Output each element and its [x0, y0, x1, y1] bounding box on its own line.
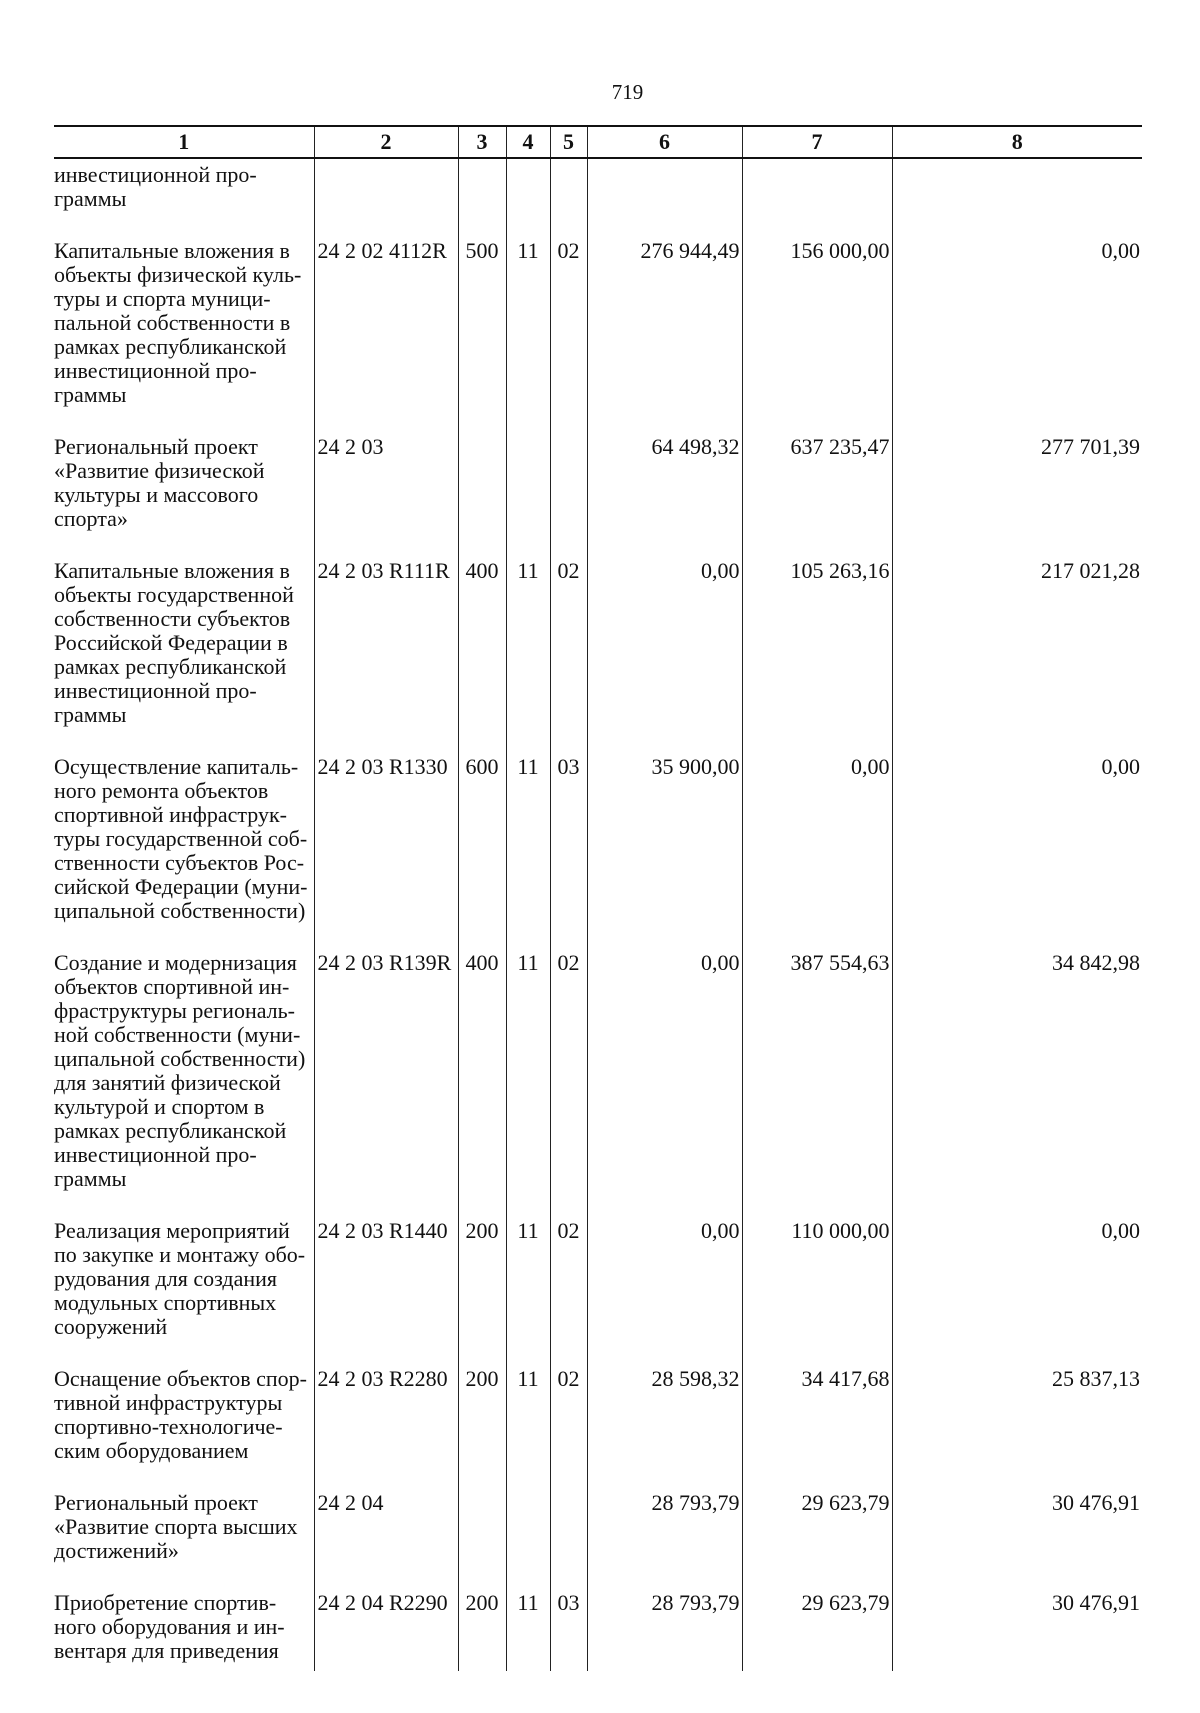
- amount-col8: 0,00: [892, 751, 1142, 947]
- page-number: 719: [611, 80, 644, 104]
- amount-col6: 64 498,32: [587, 431, 742, 555]
- subsection-code: 03: [550, 1587, 587, 1671]
- item-name: Создание и модернизация объектов спортивной ин- фраструктуры региональ- ной собственности (муни- ципальной собственности) для занятий физической культурой и спортом в рамках республиканской инвестиционной про- граммы: [54, 947, 314, 1215]
- target-article-code: 24 2 03: [314, 431, 458, 555]
- subsection-code: 02: [550, 235, 587, 431]
- expense-type: 400: [458, 947, 506, 1215]
- amount-col6: 35 900,00: [587, 751, 742, 947]
- subsection-code: 02: [550, 555, 587, 751]
- item-name: Капитальные вложения в объекты государственной собственности субъектов Российской Федерации в рамках республиканской инвестиционной про- граммы: [54, 555, 314, 751]
- subsection-code: 02: [550, 1363, 587, 1487]
- table-row: [54, 1215, 1142, 1363]
- expense-type: [458, 431, 506, 555]
- column-header: 1: [54, 126, 314, 158]
- target-article-code: 24 2 02 4112R: [314, 235, 458, 431]
- column-header: 5: [550, 126, 587, 158]
- target-article-code: [314, 158, 458, 235]
- amount-col7: 105 263,16: [742, 555, 892, 751]
- section-code: 11: [506, 235, 550, 431]
- table-row: [54, 1587, 1142, 1671]
- amount-col8: 30 476,91: [892, 1587, 1142, 1671]
- item-name: Региональный проект «Развитие спорта высших достижений»: [54, 1487, 314, 1587]
- amount-col8: [892, 158, 1142, 235]
- table-body: [54, 158, 1142, 1671]
- expense-type: 400: [458, 555, 506, 751]
- expense-type: [458, 1487, 506, 1587]
- section-code: [506, 158, 550, 235]
- item-name: Капитальные вложения в объекты физической куль- туры и спорта муници- пальной собственности в рамках республиканской инвестиционной про- граммы: [54, 235, 314, 431]
- table-row: [54, 751, 1142, 947]
- amount-col7: 29 623,79: [742, 1587, 892, 1671]
- table-row: [54, 555, 1142, 751]
- subsection-code: [550, 1487, 587, 1587]
- section-code: 11: [506, 947, 550, 1215]
- amount-col7: 110 000,00: [742, 1215, 892, 1363]
- table-header-row: [54, 126, 1142, 158]
- subsection-code: [550, 158, 587, 235]
- column-header: 6: [587, 126, 742, 158]
- expense-type: 500: [458, 235, 506, 431]
- amount-col8: 277 701,39: [892, 431, 1142, 555]
- column-header: 4: [506, 126, 550, 158]
- item-name: Осуществление капиталь- ного ремонта объектов спортивной инфраструк- туры государственной соб- ственности субъектов Рос- сийской Федерации (муни- ципальной собственности): [54, 751, 314, 947]
- subsection-code: 02: [550, 947, 587, 1215]
- item-name: Оснащение объектов спор- тивной инфраструктуры спортивно-технологиче- ским оборудованием: [54, 1363, 314, 1487]
- expense-type: 600: [458, 751, 506, 947]
- item-name: инвестиционной про- граммы: [54, 158, 314, 235]
- table-row: [54, 431, 1142, 555]
- amount-col8: 0,00: [892, 1215, 1142, 1363]
- amount-col6: 0,00: [587, 1215, 742, 1363]
- table-row: [54, 235, 1142, 431]
- amount-col8: 34 842,98: [892, 947, 1142, 1215]
- subsection-code: [550, 431, 587, 555]
- amount-col6: 0,00: [587, 555, 742, 751]
- amount-col6: 28 598,32: [587, 1363, 742, 1487]
- amount-col7: 34 417,68: [742, 1363, 892, 1487]
- target-article-code: 24 2 03 R2280: [314, 1363, 458, 1487]
- amount-col7: [742, 158, 892, 235]
- section-code: 11: [506, 1587, 550, 1671]
- section-code: [506, 431, 550, 555]
- amount-col6: 276 944,49: [587, 235, 742, 431]
- section-code: 11: [506, 555, 550, 751]
- amount-col6: 28 793,79: [587, 1587, 742, 1671]
- column-header: 7: [742, 126, 892, 158]
- section-code: 11: [506, 1215, 550, 1363]
- amount-col7: 637 235,47: [742, 431, 892, 555]
- subsection-code: 03: [550, 751, 587, 947]
- column-header: 3: [458, 126, 506, 158]
- table-row: [54, 1487, 1142, 1587]
- amount-col7: 156 000,00: [742, 235, 892, 431]
- amount-col8: 0,00: [892, 235, 1142, 431]
- amount-col6: [587, 158, 742, 235]
- budget-table: [54, 125, 1142, 1671]
- table-row: [54, 947, 1142, 1215]
- item-name: Региональный проект «Развитие физической культуры и массового спорта»: [54, 431, 314, 555]
- amount-col7: 29 623,79: [742, 1487, 892, 1587]
- section-code: 11: [506, 1363, 550, 1487]
- expense-type: 200: [458, 1215, 506, 1363]
- column-header: 2: [314, 126, 458, 158]
- amount-col6: 28 793,79: [587, 1487, 742, 1587]
- amount-col6: 0,00: [587, 947, 742, 1215]
- amount-col8: 217 021,28: [892, 555, 1142, 751]
- item-name: Приобретение спортив- ного оборудования и ин- вентаря для приведения: [54, 1587, 314, 1671]
- amount-col8: 25 837,13: [892, 1363, 1142, 1487]
- target-article-code: 24 2 03 R111R: [314, 555, 458, 751]
- item-name: Реализация мероприятий по закупке и монтажу обо- рудования для создания модульных спортивных сооружений: [54, 1215, 314, 1363]
- table-row: [54, 158, 1142, 235]
- target-article-code: 24 2 04 R2290: [314, 1587, 458, 1671]
- subsection-code: 02: [550, 1215, 587, 1363]
- section-code: 11: [506, 751, 550, 947]
- target-article-code: 24 2 03 R139R: [314, 947, 458, 1215]
- target-article-code: 24 2 04: [314, 1487, 458, 1587]
- expense-type: 200: [458, 1363, 506, 1487]
- expense-type: 200: [458, 1587, 506, 1671]
- amount-col7: 387 554,63: [742, 947, 892, 1215]
- column-header: 8: [892, 126, 1142, 158]
- table-row: [54, 1363, 1142, 1487]
- expense-type: [458, 158, 506, 235]
- amount-col8: 30 476,91: [892, 1487, 1142, 1587]
- target-article-code: 24 2 03 R1440: [314, 1215, 458, 1363]
- amount-col7: 0,00: [742, 751, 892, 947]
- section-code: [506, 1487, 550, 1587]
- target-article-code: 24 2 03 R1330: [314, 751, 458, 947]
